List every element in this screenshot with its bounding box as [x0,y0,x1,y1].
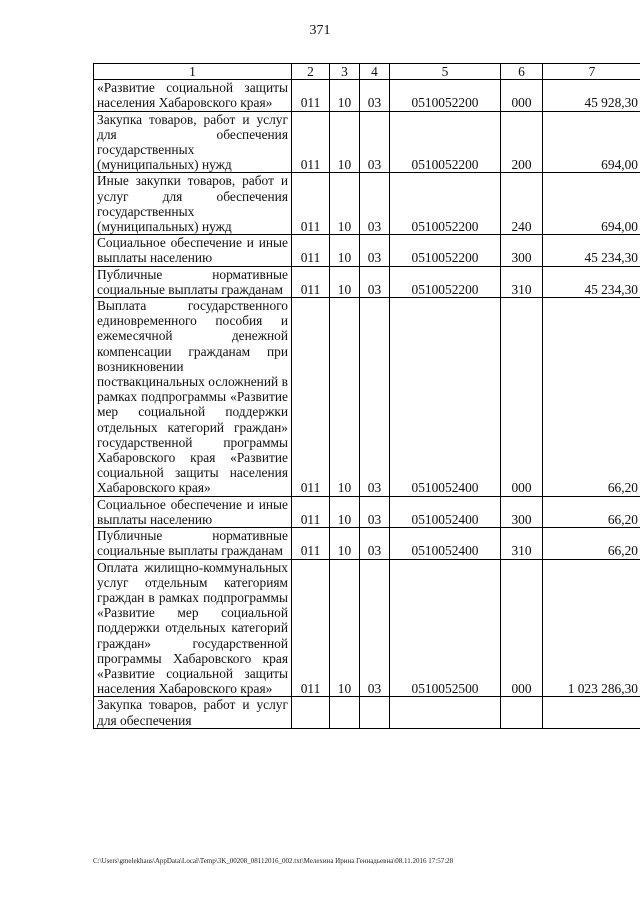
chapter-code-cell: 011 [292,528,330,559]
item-name-cell: Оплата жилищно-коммунальных услуг отдельным категориям граждан в рамках подпрограммы «Развитие мер социальной поддержки отдельных категорий граждан» государственной программы Хабаровского края «Развитие социальной защиты населения Хабаровского края» [94,559,292,697]
chapter-code-cell: 011 [292,298,330,497]
item-name-cell: Иные закупки товаров, работ и услуг для обеспечения государственных (муниципальных) нужд [94,173,292,235]
header-cell: 1 [94,64,292,80]
subsection-code-cell: 03 [360,298,390,497]
page-number: 371 [309,23,331,38]
table-row [94,697,640,728]
header-cell: 2 [292,64,330,80]
amount-cell: 45 234,30 [543,266,640,297]
section-code-cell: 10 [330,496,360,527]
amount-cell: 694,00 [543,173,640,235]
section-code-cell: 10 [330,298,360,497]
item-name-cell: Социальное обеспечение и иные выплаты населению [94,235,292,266]
expense-type-cell: 000 [501,559,543,697]
file-path-footer: C:\Users\gmelekhaus\AppData\Local\Temp\3K_00208_08112016_002.txt\Мелехина Ирина Геннадьевна\08.11.2016 17:57:28 [93,857,454,865]
chapter-code-cell: 011 [292,266,330,297]
table-row [94,559,640,697]
subsection-code-cell: 03 [360,266,390,297]
chapter-code-cell: 011 [292,111,330,173]
section-code-cell [330,697,360,728]
expense-type-cell: 310 [501,528,543,559]
expense-type-cell: 310 [501,266,543,297]
section-code-cell: 10 [330,235,360,266]
subsection-code-cell: 03 [360,173,390,235]
item-name-cell: Публичные нормативные социальные выплаты гражданам [94,528,292,559]
chapter-code-cell [292,697,330,728]
section-code-cell: 10 [330,559,360,697]
budget-table [93,63,640,729]
expense-type-cell: 000 [501,80,543,111]
table-header-row [94,64,640,80]
target-article-cell: 0510052500 [390,559,501,697]
chapter-code-cell: 011 [292,559,330,697]
target-article-cell: 0510052400 [390,496,501,527]
amount-cell: 66,20 [543,528,640,559]
target-article-cell: 0510052200 [390,173,501,235]
chapter-code-cell: 011 [292,173,330,235]
subsection-code-cell: 03 [360,528,390,559]
chapter-code-cell: 011 [292,235,330,266]
subsection-code-cell: 03 [360,496,390,527]
header-cell: 3 [330,64,360,80]
chapter-code-cell: 011 [292,80,330,111]
target-article-cell: 0510052200 [390,235,501,266]
amount-cell: 66,20 [543,298,640,497]
amount-cell [543,697,640,728]
subsection-code-cell: 03 [360,235,390,266]
table-row [94,298,640,497]
section-code-cell: 10 [330,173,360,235]
amount-cell: 1 023 286,30 [543,559,640,697]
subsection-code-cell: 03 [360,111,390,173]
amount-cell: 45 234,30 [543,235,640,266]
table-row [94,80,640,111]
target-article-cell: 0510052400 [390,298,501,497]
subsection-code-cell [360,697,390,728]
header-cell: 6 [501,64,543,80]
section-code-cell: 10 [330,80,360,111]
item-name-cell: Выплата государственного единовременного пособия и ежемесячной денежной компенсации гражданам при возникновении поствакцинальных осложнений в рамках подпрограммы «Развитие мер социальной поддержки отдельных категорий граждан» государственной программы Хабаровского края «Развитие социальной защиты населения Хабаровского края» [94,298,292,497]
table-row [94,235,640,266]
target-article-cell: 0510052200 [390,266,501,297]
section-code-cell: 10 [330,528,360,559]
section-code-cell: 10 [330,111,360,173]
item-name-cell: Закупка товаров, работ и услуг для обеспечения [94,697,292,728]
table-row [94,266,640,297]
subsection-code-cell: 03 [360,559,390,697]
expense-type-cell: 300 [501,496,543,527]
table-row [94,111,640,173]
target-article-cell [390,697,501,728]
section-code-cell: 10 [330,266,360,297]
expense-type-cell: 000 [501,298,543,497]
amount-cell: 694,00 [543,111,640,173]
item-name-cell: Социальное обеспечение и иные выплаты населению [94,496,292,527]
header-cell: 7 [543,64,640,80]
item-name-cell: «Развитие социальной защиты населения Хабаровского края» [94,80,292,111]
header-cell: 4 [360,64,390,80]
amount-cell: 45 928,30 [543,80,640,111]
expense-type-cell: 200 [501,111,543,173]
table-row [94,173,640,235]
item-name-cell: Закупка товаров, работ и услуг для обеспечения государственных (муниципальных) нужд [94,111,292,173]
item-name-cell: Публичные нормативные социальные выплаты гражданам [94,266,292,297]
subsection-code-cell: 03 [360,80,390,111]
chapter-code-cell: 011 [292,496,330,527]
header-cell: 5 [390,64,501,80]
expense-type-cell: 300 [501,235,543,266]
table-row [94,528,640,559]
table-row [94,496,640,527]
target-article-cell: 0510052400 [390,528,501,559]
target-article-cell: 0510052200 [390,80,501,111]
expense-type-cell: 240 [501,173,543,235]
amount-cell: 66,20 [543,496,640,527]
target-article-cell: 0510052200 [390,111,501,173]
expense-type-cell [501,697,543,728]
